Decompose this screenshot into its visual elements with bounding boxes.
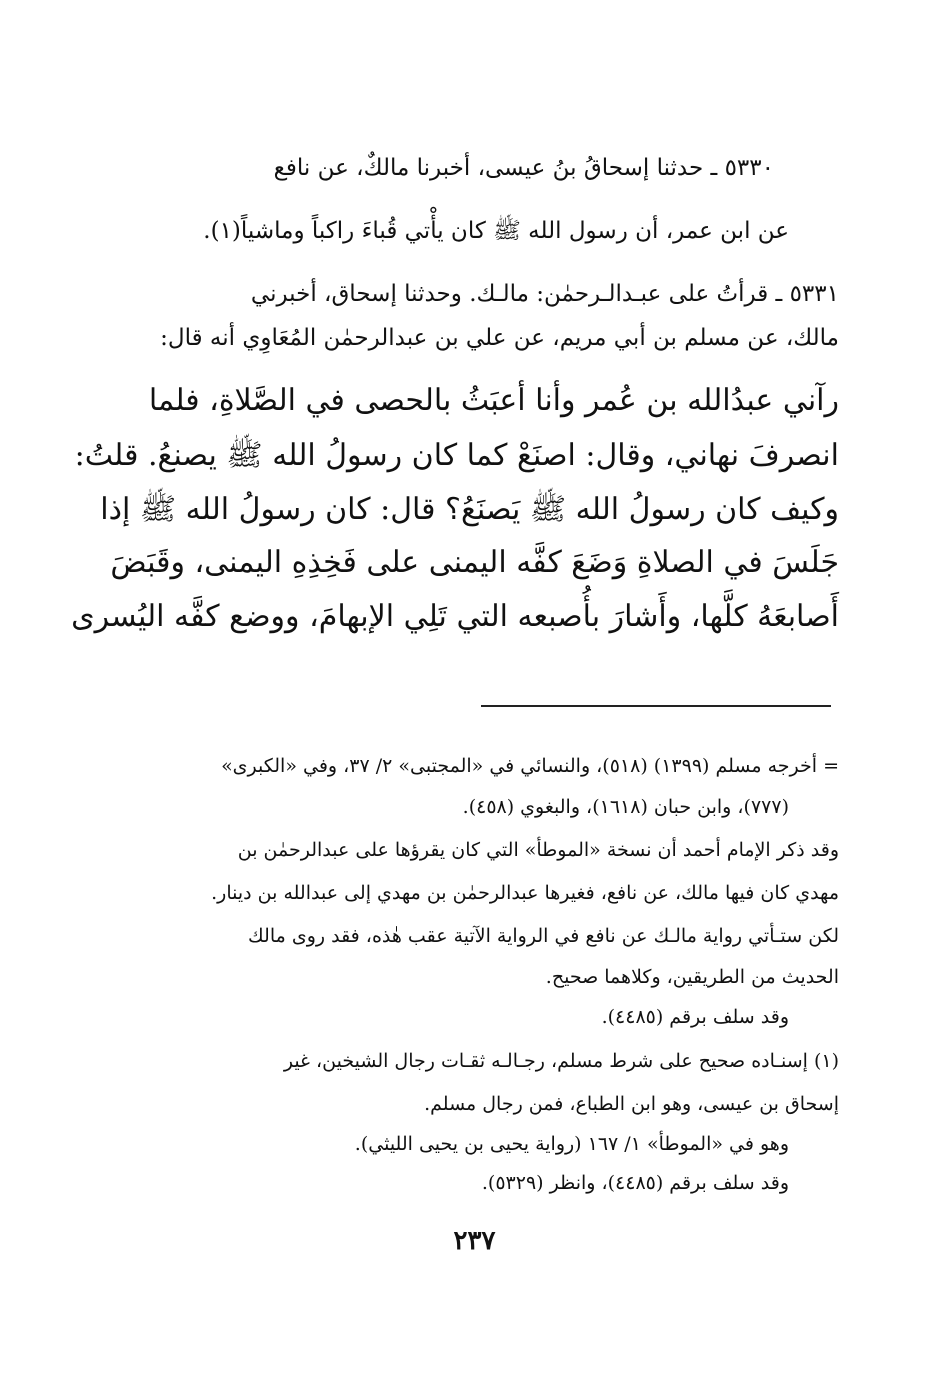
footnote-line: وقد ذكر الإمام أحمد أن نسخة «الموطأ» التي كان يقرؤها على عبدالرحمٰن بن bbox=[237, 839, 839, 861]
footnote-line: لكن ستـأتي رواية مالـك عن نافع في الرواية الآتية عقب هٰذه، فقد روى مالك bbox=[248, 925, 839, 947]
footnote-line: = أخرجه مسلم (١٣٩٩) (٥١٨)، والنسائي في «المجتبى» ٢/ ٣٧، وفي «الكبرى» bbox=[221, 755, 839, 777]
footnote-line: (١) إسنـاده صحيح على شرط مسلم، رجـالـه ثقـات رجال الشيخين، غير bbox=[283, 1050, 839, 1072]
hadith-5331-body-line: رآني عبدُالله بن عُمر وأنا أعبَثُ بالحصى في الصَّلاةِ، فلما bbox=[148, 383, 839, 418]
hadith-5331-line-1: ٥٣٣١ ـ قرأتُ على عبـدالـرحمٰن: مالـك. وحدثنا إسحاق، أخبرني bbox=[250, 281, 839, 307]
hadith-5331-body-line: انصرفَ نهاني، وقال: اصنَعْ كما كان رسولُ الله ﷺ يصنعُ. قلتُ: bbox=[74, 438, 839, 473]
hadith-5330-line-1: ٥٣٣٠ ـ حدثنا إسحاقُ بنُ عيسى، أخبرنا مالكٌ، عن نافع bbox=[273, 155, 774, 181]
footnote-line: وقد سلف برقم (٤٤٨٥). bbox=[601, 1006, 789, 1028]
hadith-5331-body-line: أَصابعَهُ كلَّها، وأَشارَ بأُصبعه التي تَلِي الإبهامَ، ووضع كفَّه اليُسرى bbox=[71, 599, 839, 634]
footnote-line: وهو في «الموطأ» ١/ ١٦٧ (رواية يحيى بن يحيى الليثي). bbox=[354, 1133, 789, 1155]
hadith-5330-line-2: عن ابن عمر، أن رسول الله ﷺ كان يأْتي قُباءَ راكباً وماشياً(١). bbox=[203, 218, 789, 244]
footnote-line: مهدي كان فيها مالك، عن نافع، فغيرها عبدالرحمٰن بن مهدي إلى عبدالله بن دينار. bbox=[211, 882, 839, 904]
footnote-line: وقد سلف برقم (٤٤٨٥)، وانظر (٥٣٢٩). bbox=[481, 1172, 789, 1194]
hadith-5331-body-line: وكيف كان رسولُ الله ﷺ يَصنَعُ؟ قال: كان رسولُ الله ﷺ إذا bbox=[100, 492, 839, 527]
hadith-5331-body-line: جَلَسَ في الصلاةِ وَضَعَ كفَّه اليمنى على فَخِذِهِ اليمنى، وقَبَضَ bbox=[110, 545, 839, 580]
footnote-line: الحديث من الطريقين، وكلاهما صحيح. bbox=[545, 966, 839, 988]
footnote-separator bbox=[481, 705, 831, 707]
footnote-line: إسحاق بن عيسى، وهو ابن الطباع، فمن رجال مسلم. bbox=[424, 1093, 839, 1115]
hadith-5331-line-2: مالك، عن مسلم بن أبي مريم، عن علي بن عبدالرحمٰن المُعَاوِي أنه قال: bbox=[160, 325, 839, 351]
page-number: ٢٣٧ bbox=[453, 1226, 496, 1256]
footnote-line: (٧٧٧)، وابن حبان (١٦١٨)، والبغوي (٤٥٨). bbox=[462, 796, 789, 818]
